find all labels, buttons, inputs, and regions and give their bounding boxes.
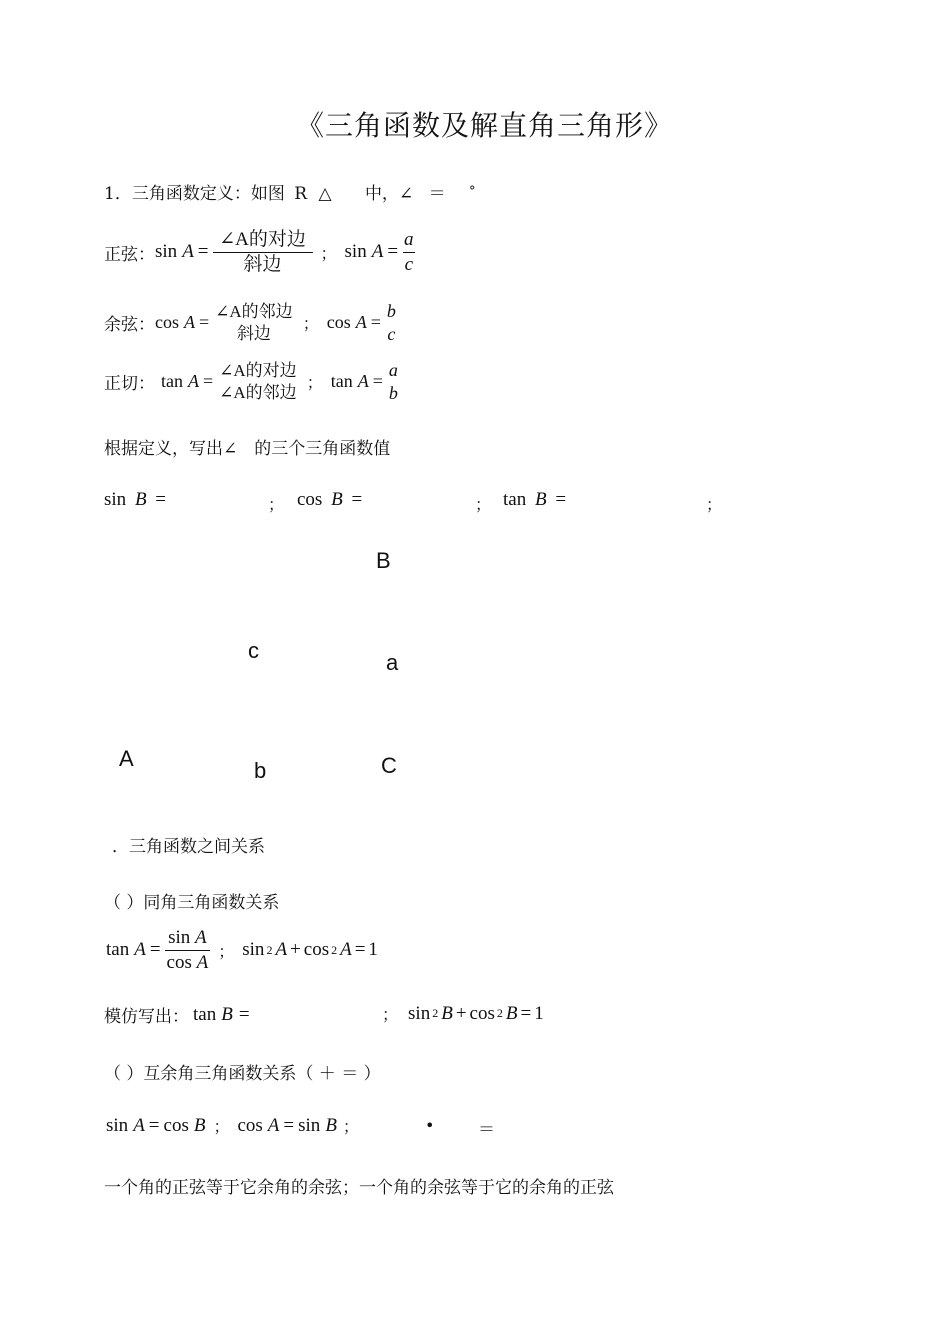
tangent-lhs2: tan — [330, 371, 353, 392]
sine-lhs2: sin — [344, 241, 367, 263]
section1-heading-prefix: 1．三角函数定义：如图 — [104, 184, 285, 204]
vertex-a-label: A — [119, 746, 134, 771]
tangent-eq: = — [203, 371, 214, 392]
sine-definition — [104, 230, 416, 275]
cosB-eq: = — [351, 489, 363, 510]
tangent-label: 正切： — [104, 374, 155, 395]
sine-numerator-letter: a — [404, 229, 414, 250]
imitate-pyth-cos: cos — [469, 1002, 495, 1024]
cof-dot: • — [425, 1116, 435, 1135]
tangent-lhs: tan — [161, 371, 183, 392]
pyth-sin: sin — [242, 939, 265, 961]
cof-sep-2: ； — [342, 1117, 359, 1136]
sine-var: A — [182, 241, 194, 263]
imitate-eq: = — [238, 1003, 250, 1025]
imitate-pyth-sin: sin — [408, 1002, 431, 1024]
imitate-pyth-cos-var: B — [505, 1002, 518, 1024]
instruction-text: 根据定义，写出∠ 的三个三角函数值 — [104, 439, 391, 459]
cofunction-row — [106, 1114, 367, 1137]
pyth-cos-var: A — [340, 939, 352, 961]
section1-heading-mid: 中，∠ — [364, 184, 414, 204]
tanB-lhs: tan — [503, 489, 527, 510]
cosine-label: 余弦： — [104, 315, 155, 336]
cosine-eq2: = — [370, 312, 381, 333]
identity-sep: ； — [218, 941, 235, 961]
sine-fraction-words — [213, 230, 313, 275]
cosine-numerator: ∠A的邻边 — [215, 302, 293, 322]
cof-eq-2: = — [283, 1114, 295, 1136]
sine-label: 正弦： — [104, 244, 155, 265]
imitate-row — [104, 1002, 250, 1027]
identity-fraction — [165, 928, 211, 973]
vertex-c-label: C — [381, 753, 397, 778]
tangent-fraction-letters — [387, 361, 400, 403]
blank-sep-3: ； — [706, 495, 723, 514]
cof-sin-2: sin — [298, 1114, 321, 1136]
identity-row — [106, 928, 378, 973]
cosine-lhs2: cos — [326, 312, 351, 333]
side-b-label: b — [254, 758, 267, 783]
sinB-eq: = — [155, 489, 167, 510]
imitate-pyth-plus: + — [455, 1002, 467, 1024]
section1-heading-r: R — [294, 184, 308, 204]
cosine-lhs: cos — [155, 312, 179, 333]
imitate-pyth-sin-exp: 2 — [432, 1006, 439, 1020]
sine-eq2: = — [387, 241, 399, 263]
tanB-var: B — [534, 489, 547, 510]
conclusion-text: 一个角的正弦等于它余角的余弦；一个角的余弦等于它的余角的正弦 — [104, 1178, 614, 1198]
sine-var2: A — [371, 241, 384, 263]
cof-sep-1: ； — [213, 1117, 230, 1136]
imitate-sep: ； — [382, 1005, 399, 1024]
blank-sep-1: ； — [268, 495, 285, 514]
cof-sin-2-var: B — [325, 1114, 337, 1136]
sinB-lhs: sin — [104, 489, 127, 510]
pyth-cos-exp: 2 — [331, 942, 338, 957]
sinB-blank — [104, 489, 166, 511]
identity-denominator — [165, 950, 211, 973]
pyth-cos: cos — [303, 939, 330, 961]
cof-sin: sin — [106, 1114, 129, 1136]
section2-sub2: （ ）互余角三角函数关系（ ＋ ＝ ） — [104, 1064, 381, 1084]
imitate-label: 模仿写出： — [104, 1007, 189, 1027]
cosB-blank — [297, 489, 362, 511]
pyth-eq: = — [354, 939, 366, 961]
sine-fraction-letters — [402, 230, 416, 275]
identity-den-var: A — [196, 951, 209, 973]
section2-heading: ．三角函数之间关系 — [112, 837, 265, 857]
sine-sep: ； — [320, 243, 337, 263]
cof-cos-var: B — [193, 1114, 206, 1136]
identity-den-cos: cos — [166, 951, 192, 973]
tanB-blank — [503, 489, 566, 511]
tangent-sep: ； — [306, 373, 323, 393]
blank-sep-2: ； — [475, 495, 492, 514]
side-a-label: a — [386, 650, 399, 675]
cosine-fraction-words — [213, 303, 295, 343]
sinB-var: B — [134, 489, 147, 510]
cosB-var: B — [331, 489, 343, 510]
tangent-fraction-words — [217, 362, 299, 402]
vertex-b-label: B — [376, 548, 391, 573]
triangle-symbol: △ — [318, 184, 332, 204]
imitate-pyth-one: 1 — [534, 1002, 544, 1024]
section1-heading — [104, 179, 476, 204]
sine-numerator: ∠A的对边 — [219, 229, 306, 250]
identity-eq: = — [149, 939, 161, 961]
imitate-pyth-row — [382, 1002, 544, 1025]
sine-denominator: 斜边 — [213, 252, 313, 275]
cof-cos: cos — [163, 1114, 189, 1136]
identity-numerator — [166, 928, 209, 950]
degree-symbol: ° — [469, 184, 476, 199]
cosine-denominator: 斜边 — [236, 323, 271, 343]
section2-sub1: （ ）同角三角函数关系 — [104, 893, 280, 913]
identity-num-var: A — [195, 927, 207, 948]
cof-cos-2-var: A — [267, 1114, 280, 1136]
tangent-numerator: ∠A的对边 — [219, 361, 297, 381]
identity-tan: tan — [106, 939, 130, 961]
pyth-plus: + — [290, 939, 301, 961]
cof-eq-1: = — [148, 1114, 160, 1136]
cof-eq-full: ＝ — [478, 1120, 495, 1140]
tangent-eq2: = — [372, 371, 383, 392]
cosine-var2: A — [355, 312, 367, 333]
sine-eq: = — [197, 241, 209, 263]
sine-denominator-letter: c — [404, 253, 414, 275]
cosine-numerator-letter: b — [386, 301, 396, 321]
cosine-denominator-letter: c — [387, 323, 396, 344]
pyth-sin-var: A — [275, 939, 288, 961]
imitate-tan: tan — [193, 1003, 217, 1025]
imitate-tan-var: B — [221, 1003, 233, 1025]
cof-cos-2: cos — [237, 1114, 263, 1136]
cosine-eq: = — [199, 312, 210, 333]
tangent-definition — [104, 361, 400, 403]
side-c-label: c — [248, 638, 259, 663]
tangent-numerator-letter: a — [388, 360, 398, 380]
tangent-var2: A — [357, 371, 369, 392]
cosB-lhs: cos — [297, 489, 323, 510]
cosine-definition — [104, 302, 398, 344]
pyth-one: 1 — [368, 939, 378, 961]
imitate-pyth-cos-exp: 2 — [496, 1006, 503, 1020]
section1-heading-eq: ＝ — [428, 184, 446, 204]
imitate-pyth-sin-var: B — [441, 1002, 453, 1024]
identity-num-sin: sin — [168, 927, 191, 948]
imitate-pyth-eq: = — [520, 1002, 532, 1024]
sine-lhs: sin — [155, 241, 178, 263]
tangent-denominator: ∠A的邻边 — [219, 382, 297, 402]
tangent-var: A — [188, 371, 199, 392]
cosine-sep: ； — [302, 314, 319, 334]
tangent-denominator-letter: b — [388, 382, 398, 403]
identity-tan-var: A — [134, 939, 146, 961]
cof-sin-var: A — [133, 1114, 145, 1136]
pyth-sin-exp: 2 — [266, 942, 273, 957]
tanB-eq: = — [555, 489, 567, 510]
cosine-var: A — [184, 312, 195, 333]
page-title: 《三角函数及解直角三角形》 — [296, 109, 674, 142]
cosine-fraction-letters — [385, 302, 398, 344]
